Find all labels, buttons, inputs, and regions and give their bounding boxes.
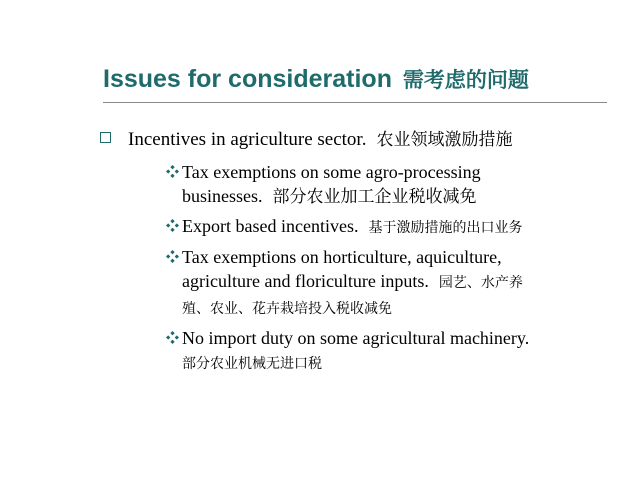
sub-point-tax-agro-processing: [166, 160, 616, 209]
sub-point-no-import-duty: [166, 326, 616, 376]
sub-point-chinese: 基于激励措施的出口业务: [368, 220, 523, 236]
sub-point-line: Tax exemptions on some agro-processing: [182, 162, 481, 182]
four-diamond-icon: [166, 165, 179, 178]
four-diamond-icon: [166, 219, 179, 232]
four-diamond-icon: [166, 250, 179, 263]
sub-point-chinese: 园艺、水产养: [438, 275, 523, 291]
sub-point-english: agriculture and floriculture inputs.: [182, 271, 429, 291]
main-point-english: Incentives in agriculture sector.: [128, 129, 367, 150]
sub-point-line: [182, 184, 616, 209]
sub-point-english: businesses.: [182, 186, 263, 206]
main-point-chinese: 农业领域激励措施: [376, 130, 513, 150]
sub-point-export-incentives: [166, 214, 616, 240]
sub-point-tax-horticulture: [166, 245, 616, 321]
sub-point-english: Export based incentives.: [182, 216, 359, 236]
sub-point-line: Tax exemptions on horticulture, aquiculture,: [182, 247, 502, 267]
slide-title: [103, 64, 623, 96]
sub-point-chinese: 部分农业加工企业税收减免: [272, 187, 477, 207]
sub-point-line: [182, 350, 616, 376]
main-bullet-text: [128, 128, 512, 152]
sub-point-line: No import duty on some agricultural machinery.: [182, 328, 530, 348]
sub-point-line: [182, 295, 616, 321]
sub-point-chinese: 殖、农业、花卉栽培投入税收减免: [182, 301, 392, 317]
title-chinese: 需考虑的问题: [402, 69, 529, 92]
hollow-square-icon: [100, 132, 111, 143]
sub-point-chinese: 部分农业机械无进口税: [182, 356, 322, 372]
title-english: Issues for consideration: [103, 65, 392, 93]
sub-point-line: [182, 269, 616, 295]
sub-bullet-list: [166, 160, 616, 381]
title-divider: [103, 102, 607, 103]
sub-point-line: [182, 214, 616, 240]
four-diamond-icon: [166, 331, 179, 344]
